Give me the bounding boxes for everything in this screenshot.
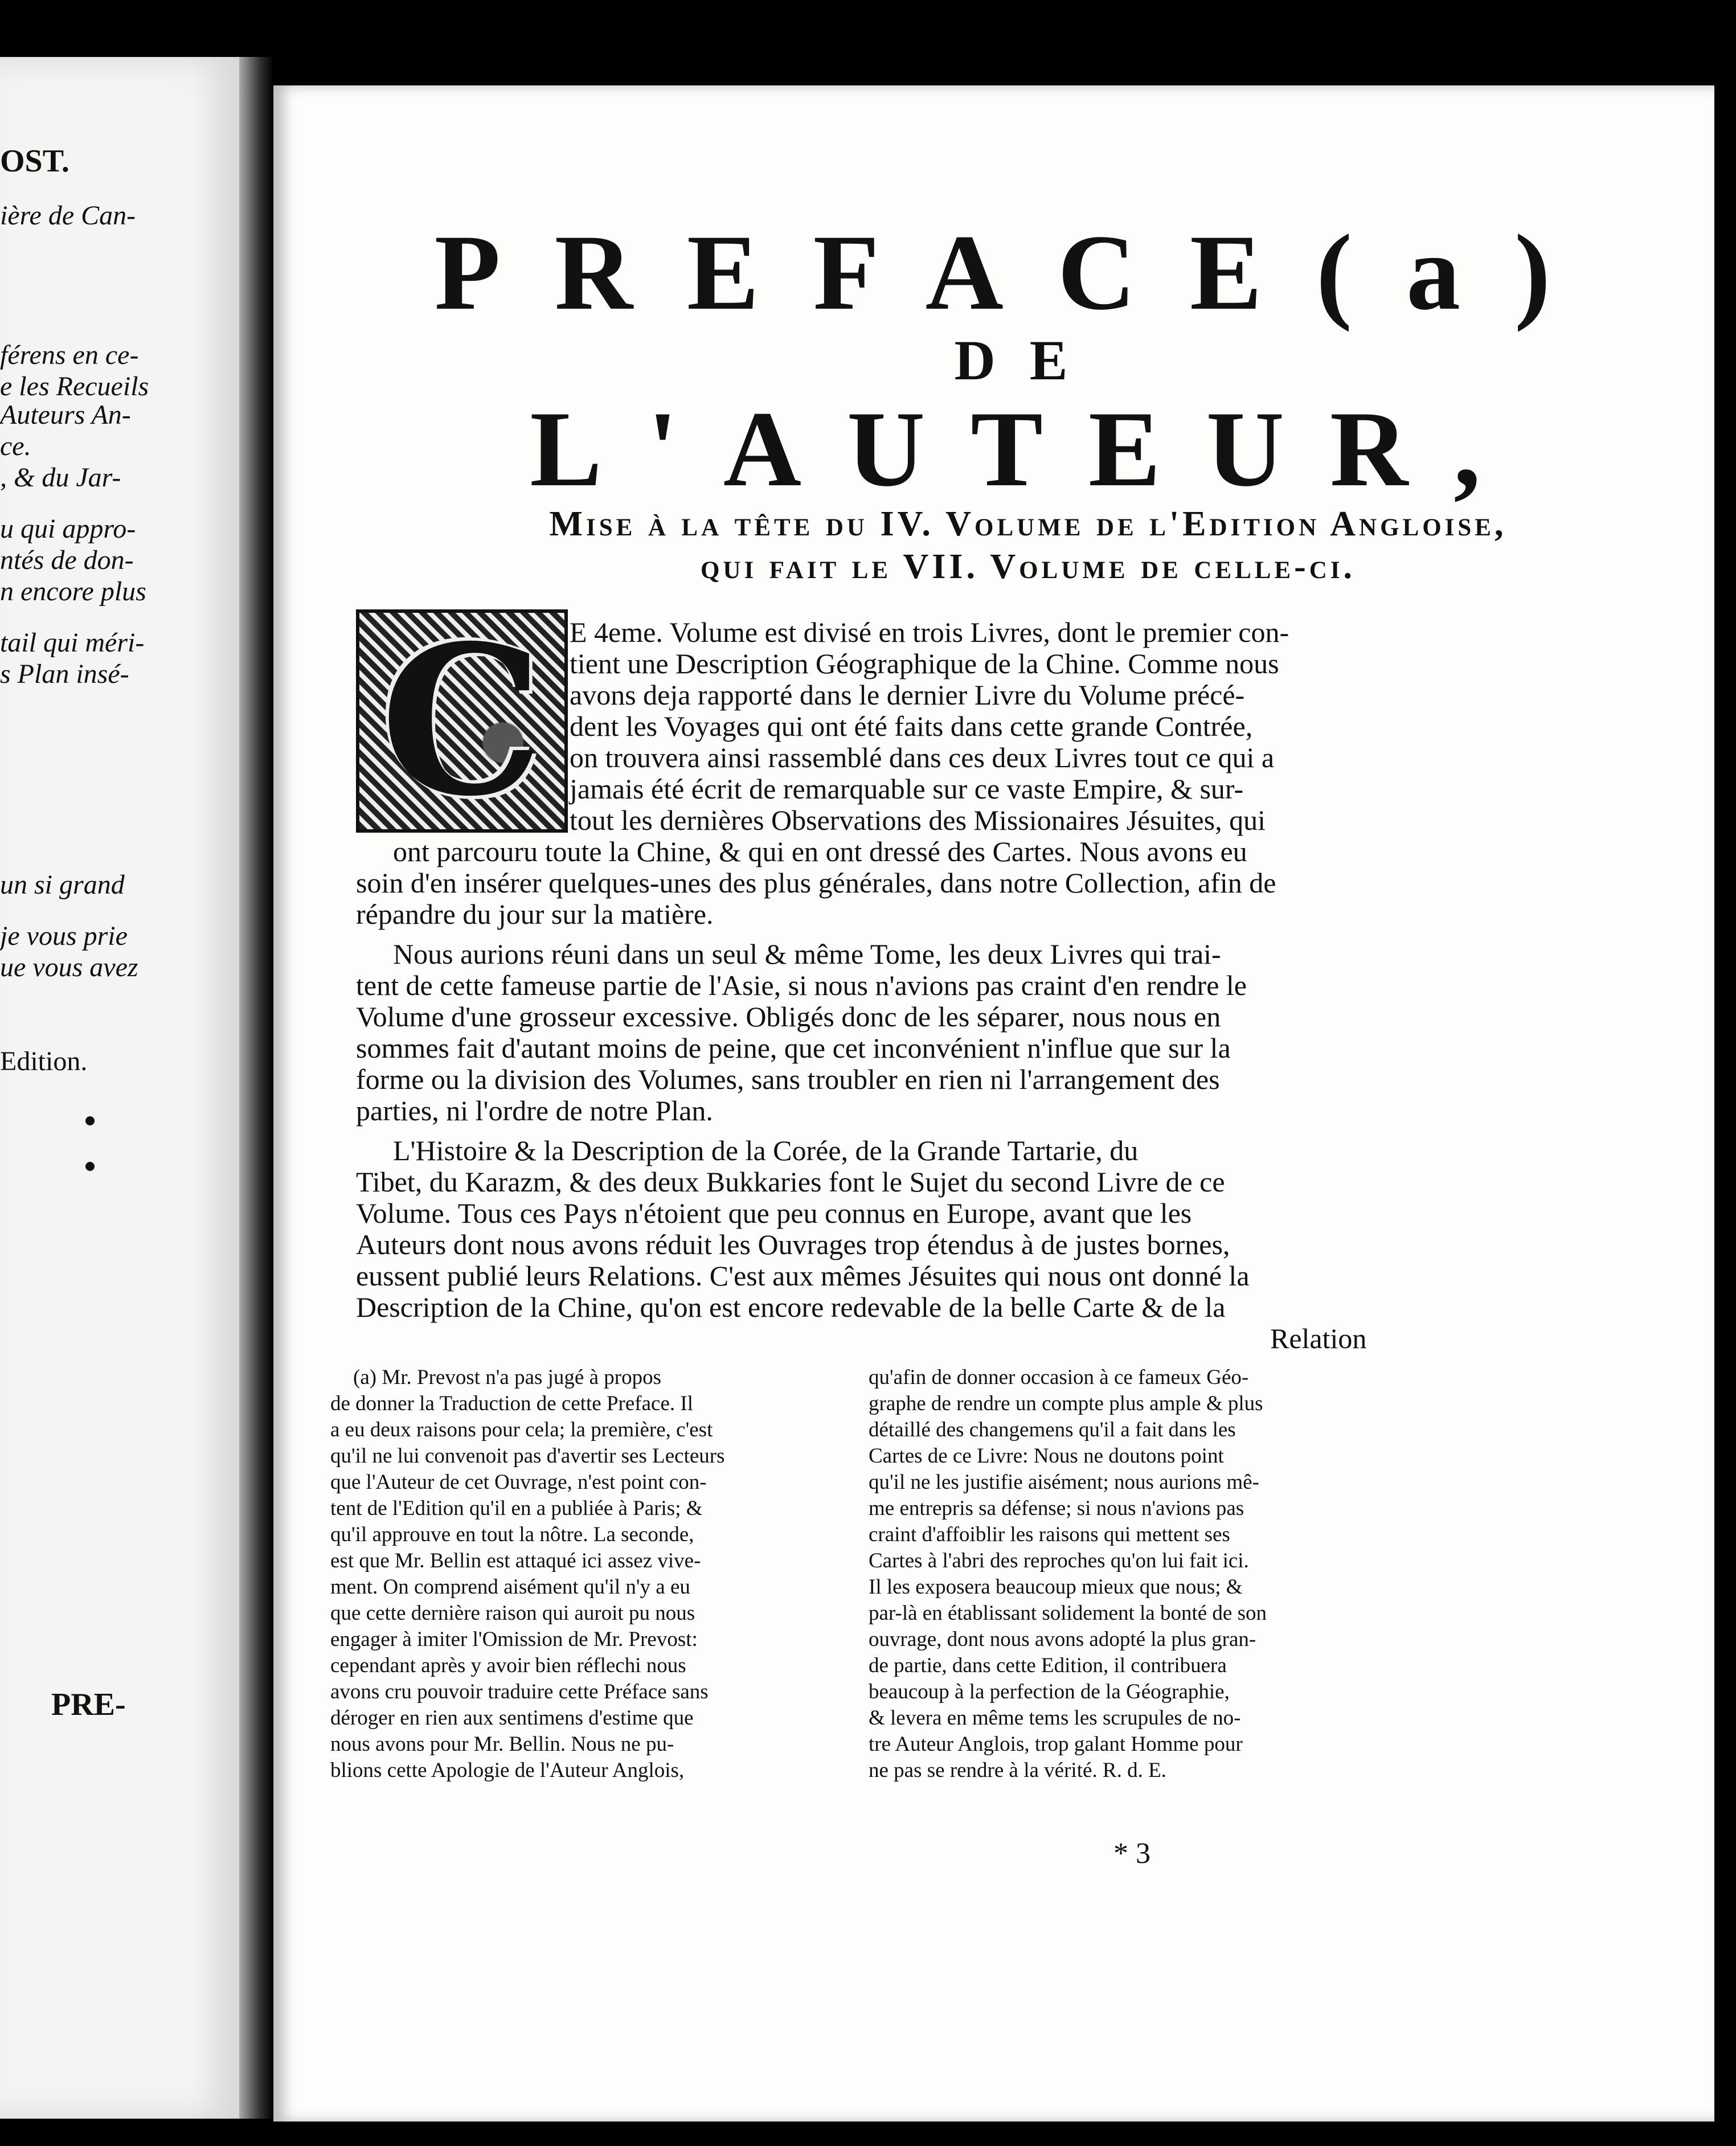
footnote-right-line: graphe de rendre un compte plus ample & plus [869, 1392, 1263, 1415]
body-line: ont parcouru toute la Chine, & qui en ont dressé des Cartes. Nous avons eu [393, 836, 1247, 867]
drop-cap-letter: C [380, 600, 544, 841]
body-line: tient une Description Géographique de la Chine. Comme nous [570, 648, 1279, 679]
page-title: PREFACE(a) [434, 213, 1605, 333]
left-page-line: Auteurs An- [0, 400, 131, 430]
footnote-left-line: avons cru pouvoir traduire cette Préface sans [330, 1680, 709, 1703]
body-line: E 4eme. Volume est divisé en trois Livres, dont le premier con- [570, 616, 1289, 648]
body-line: soin d'en insérer quelques-unes des plus générales, dans notre Collection, afin de [356, 867, 1276, 899]
footnote-left-line: déroger en rien aux sentimens d'estime que [330, 1706, 694, 1730]
footnote-right-line: ouvrage, dont nous avons adopté la plus gran- [869, 1628, 1256, 1651]
footnote-right-line: Cartes de ce Livre: Nous ne doutons point [869, 1444, 1224, 1468]
title-de: DE [954, 329, 1102, 392]
left-page-line: tail qui méri- [0, 628, 145, 658]
left-page-line: férens en ce- [0, 340, 139, 370]
footnote-left-line: que l'Auteur de cet Ouvrage, n'est point con- [330, 1471, 707, 1494]
body-line: Volume. Tous ces Pays n'étoient que peu connus en Europe, avant que les [356, 1197, 1192, 1229]
body-line: avons deja rapporté dans le dernier Livre du Volume précé- [570, 679, 1245, 711]
book-gutter [239, 57, 273, 2119]
footnote-left-line: nous avons pour Mr. Bellin. Nous ne pu- [330, 1733, 674, 1756]
footnote-left-line: cependant après y avoir bien réflechi nous [330, 1654, 686, 1677]
left-page-line: PRE- [51, 1687, 126, 1722]
footnote-right-line: détaillé des changemens qu'il a fait dans les [869, 1418, 1236, 1441]
footnote-right-line: me entrepris sa défense; si nous n'avions pas [869, 1497, 1244, 1520]
body-line: L'Histoire & la Description de la Corée, de la Grande Tartarie, du [393, 1135, 1139, 1166]
footnote-right-line: & levera en même tems les scrupules de no- [869, 1706, 1241, 1730]
footnote-right-line: craint d'affoiblir les raisons qui mettent ses [869, 1523, 1230, 1546]
left-page-line: s Plan insé- [0, 659, 129, 689]
left-page-line: ce. [0, 431, 31, 461]
footnote-left-line: a eu deux raisons pour cela; la première, c'est [330, 1418, 713, 1441]
left-page-line: e les Recueils [0, 371, 149, 402]
footnote-left-line: (a) Mr. Prevost n'a pas jugé à propos [353, 1366, 661, 1389]
signature-mark: * 3 [1113, 1837, 1150, 1870]
main-page [273, 85, 1714, 2122]
subtitle-line-2: qui fait le VII. Volume de celle-ci. [700, 547, 1356, 586]
footnote-right-line: par-là en établissant solidement la bonté de son [869, 1602, 1267, 1625]
left-page-line: je vous prie [0, 921, 128, 951]
footnote-right-line: qu'afin de donner occasion à ce fameux Géo- [869, 1366, 1249, 1389]
footnote-left-line: qu'il approuve en tout la nôtre. La seconde, [330, 1523, 694, 1546]
footnote-left-line: tent de l'Edition qu'il en a publiée à Paris; & [330, 1497, 703, 1520]
body-line: Description de la Chine, qu'on est encore redevable de la belle Carte & de la [356, 1291, 1226, 1323]
body-line: eussent publié leurs Relations. C'est aux mêmes Jésuites qui nous ont donné la [356, 1260, 1250, 1292]
body-line: sommes fait d'autant moins de peine, que cet inconvénient n'influe que sur la [356, 1032, 1231, 1064]
previous-page [0, 57, 243, 2119]
body-line: Relation [1270, 1322, 1367, 1354]
subtitle-line-1: Mise à la tête du IV. Volume de l'Edition Angloise, [549, 505, 1507, 543]
left-page-line: ue vous avez [0, 952, 138, 982]
left-page-line: un si grand [0, 870, 125, 900]
body-line: parties, ni l'ordre de notre Plan. [356, 1095, 713, 1127]
footnote-left-line: de donner la Traduction de cette Preface. Il [330, 1392, 693, 1415]
left-page-line: n encore plus [0, 576, 146, 607]
footnote-right-line: de partie, dans cette Edition, il contribuera [869, 1654, 1227, 1677]
ink-dot [85, 1116, 95, 1125]
footnote-right-line: qu'il ne les justifie aisément; nous aurions mê- [869, 1471, 1259, 1494]
footnote-left-line: ment. On comprend aisément qu'il n'y a eu [330, 1575, 690, 1599]
footnote-right-line: ne pas se rendre à la vérité. R. d. E. [869, 1759, 1166, 1782]
body-line: jamais été écrit de remarquable sur ce vaste Empire, & sur- [570, 773, 1244, 805]
footnote-left-line: est que Mr. Bellin est attaqué ici assez vive- [330, 1549, 701, 1572]
body-line: répandre du jour sur la matière. [356, 898, 714, 930]
footnote-right-line: Il les exposera beaucoup mieux que nous; & [869, 1575, 1243, 1599]
body-line: Auteurs dont nous avons réduit les Ouvrages trop étendus à de justes bornes, [356, 1228, 1230, 1260]
left-page-line: OST. [0, 144, 69, 179]
body-line: Nous aurions réuni dans un seul & même Tome, les deux Livres qui trai- [393, 938, 1221, 970]
left-page-line: u qui appro- [0, 514, 136, 544]
footnote-right-line: beaucoup à la perfection de la Géographie, [869, 1680, 1230, 1703]
footnote-left-line: que cette dernière raison qui auroit pu nous [330, 1602, 695, 1625]
body-line: tent de cette fameuse partie de l'Asie, si nous n'avions pas craint d'en rendre le [356, 969, 1247, 1001]
left-page-line: , & du Jar- [0, 462, 121, 493]
footnote-left-line: qu'il ne lui convenoit pas d'avertir ses Lecteurs [330, 1444, 725, 1468]
body-line: dent les Voyages qui ont été faits dans cette grande Contrée, [570, 710, 1253, 742]
footnote-right-line: Cartes à l'abri des reproches qu'on lui fait ici. [869, 1549, 1249, 1572]
body-line: Tibet, du Karazm, & des deux Bukkaries font le Sujet du second Livre de ce [356, 1166, 1225, 1198]
title-auteur: L'AUTEUR, [530, 390, 1526, 509]
footnote-left-line: blions cette Apologie de l'Auteur Anglois, [330, 1759, 685, 1782]
body-line: tout les dernières Observations des Missionaires Jésuites, qui [570, 804, 1266, 836]
left-page-line: ntés de don- [0, 545, 134, 575]
left-page-line: Edition. [0, 1046, 88, 1076]
ink-dot [85, 1162, 95, 1171]
footnote-right-line: tre Auteur Anglois, trop galant Homme pour [869, 1733, 1243, 1756]
body-line: Volume d'une grosseur excessive. Obligés donc de les séparer, nous nous en [356, 1001, 1221, 1033]
body-line: on trouvera ainsi rassemblé dans ces deux Livres tout ce qui a [570, 742, 1275, 773]
decorated-initial [356, 600, 568, 841]
footnote-left-line: engager à imiter l'Omission de Mr. Prevost: [330, 1628, 698, 1651]
body-line: forme ou la division des Volumes, sans troubler en rien ni l'arrangement des [356, 1063, 1220, 1095]
left-page-line: ière de Can- [0, 200, 136, 231]
